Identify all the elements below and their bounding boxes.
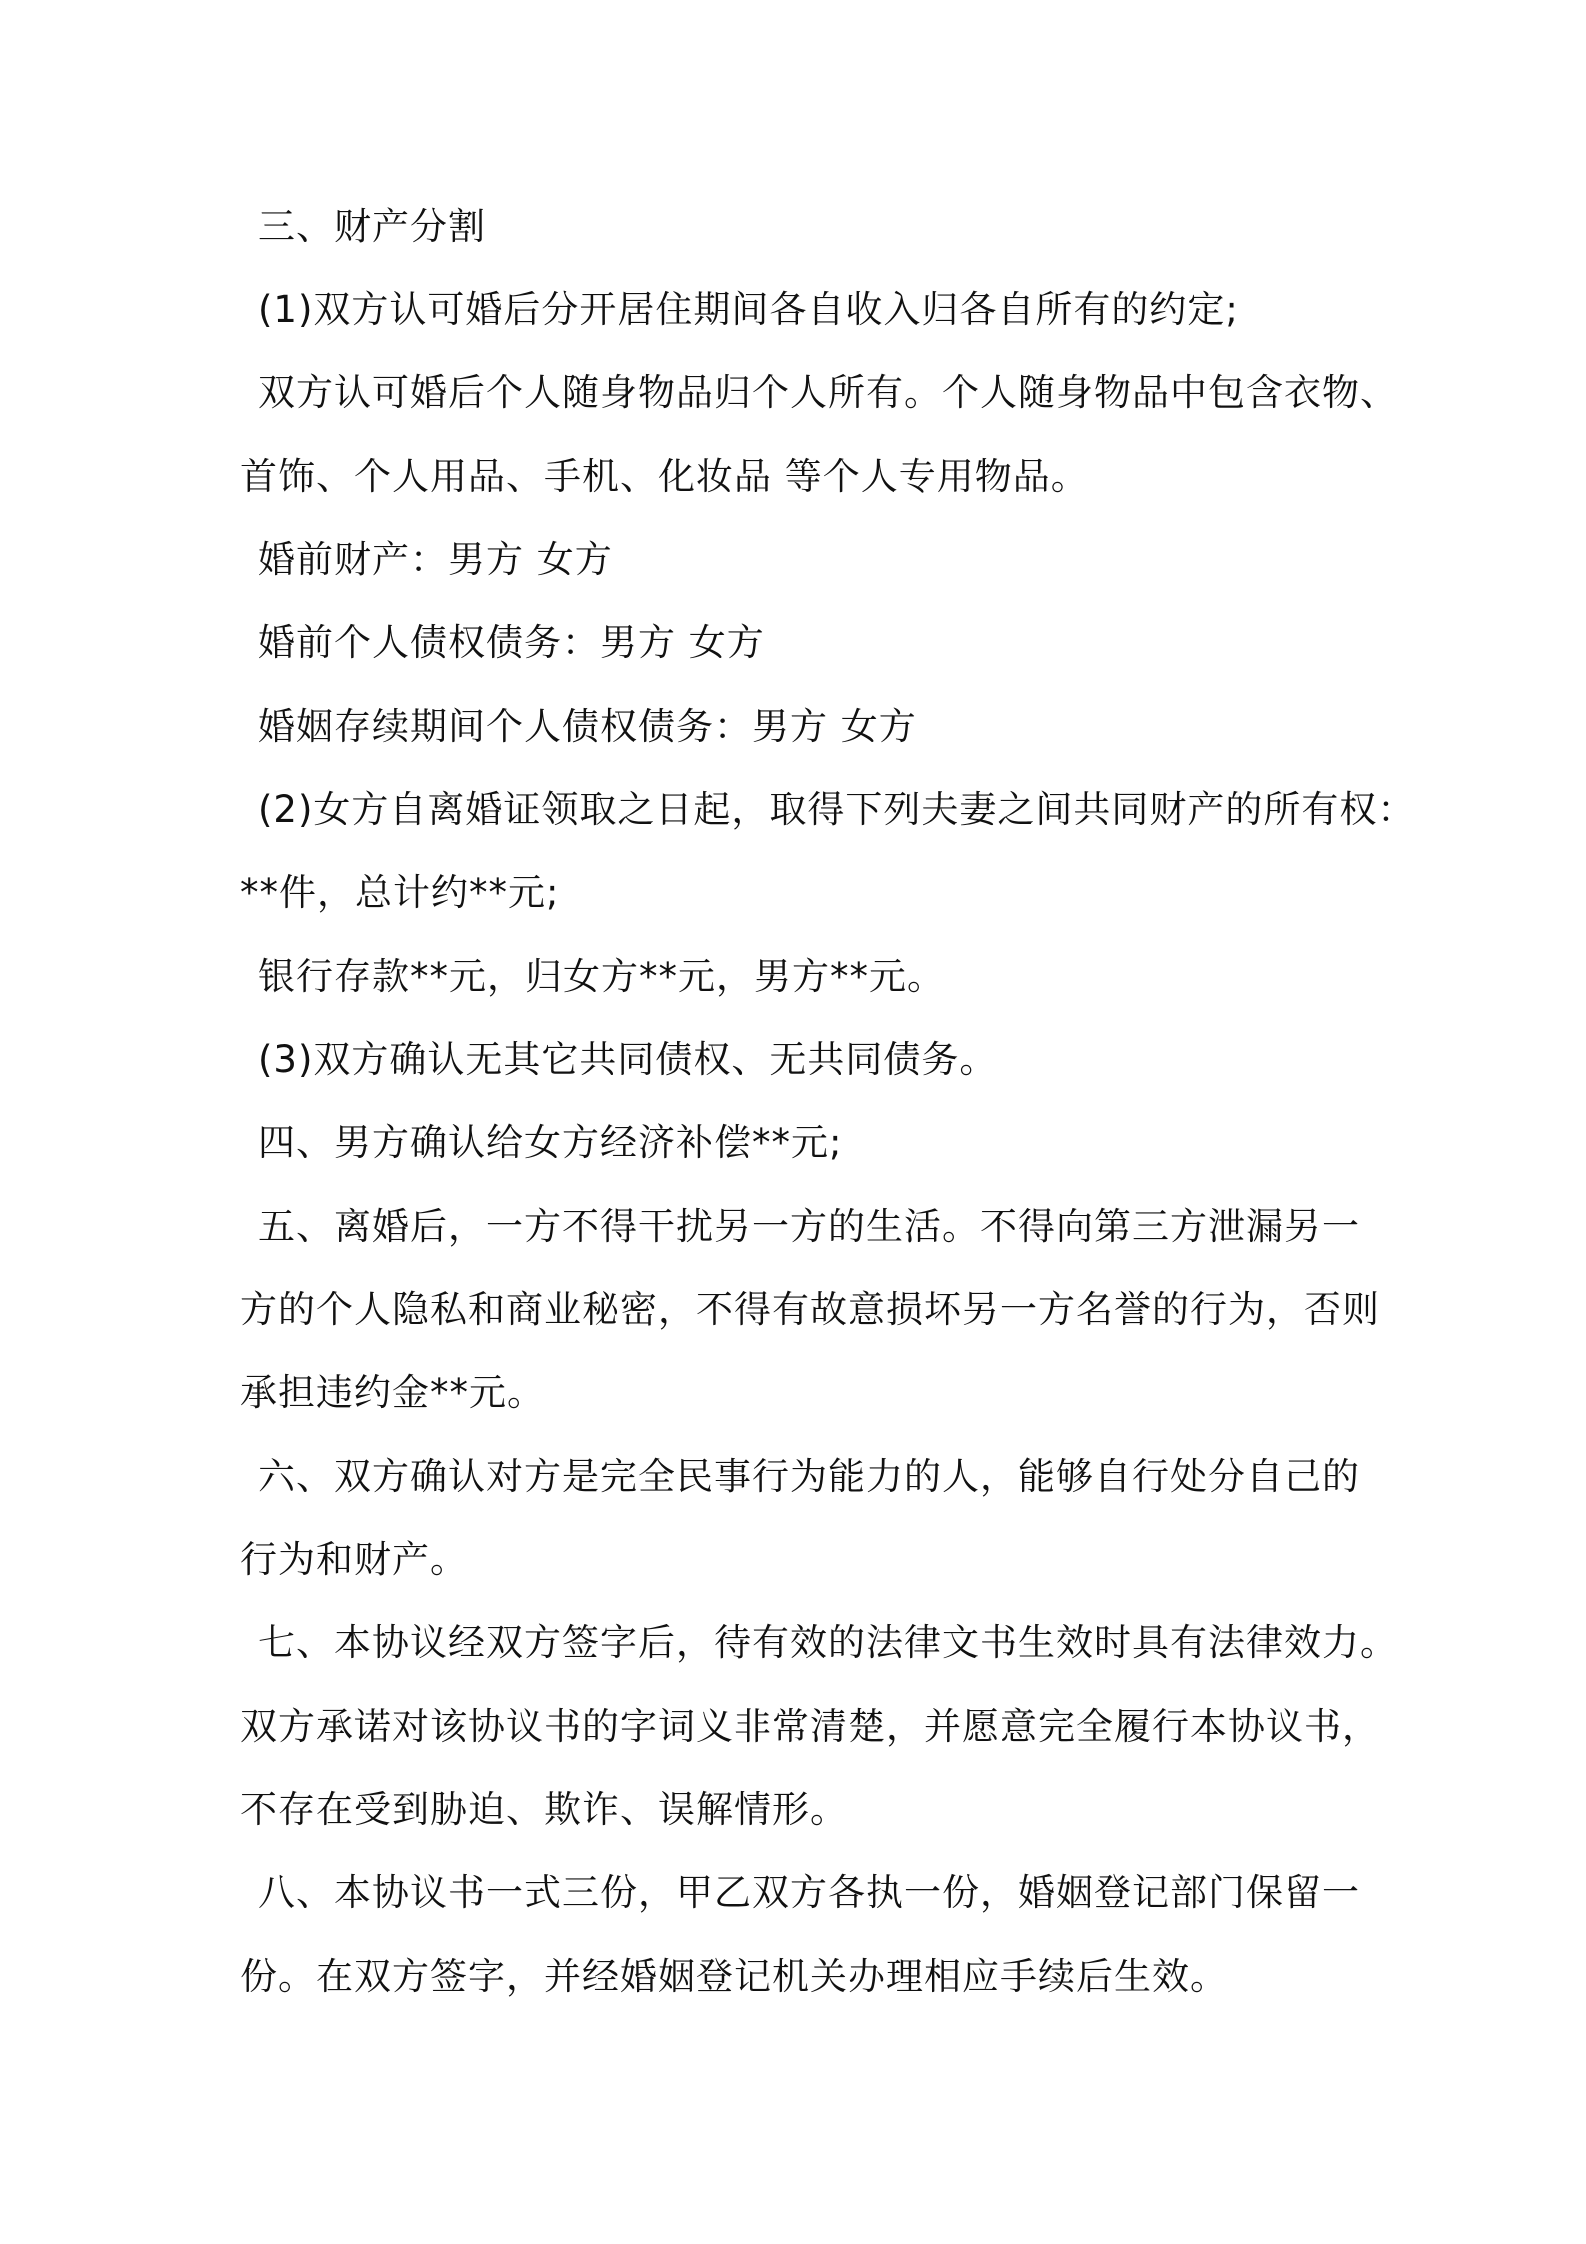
- section-heading-effectiveness: 七、本协议经双方签字后，待有效的法律文书生效时具有法律效力。: [258, 1621, 1398, 1664]
- clause-line: 双方认可婚后个人随身物品归个人所有。个人随身物品中包含衣物、: [258, 371, 1398, 414]
- clause-line: 双方承诺对该协议书的字词义非常清楚，并愿意完全履行本协议书，: [240, 1705, 1380, 1748]
- section-heading-copies: 八、本协议书一式三份，甲乙双方各执一份，婚姻登记部门保留一: [258, 1871, 1360, 1914]
- clause-line: 婚前财产：男方 女方: [258, 538, 613, 581]
- clause-line: (1)双方认可婚后分开居住期间各自收入归各自所有的约定;: [258, 288, 1239, 331]
- section-heading-non-interference: 五、离婚后，一方不得干扰另一方的生活。不得向第三方泄漏另一: [258, 1205, 1360, 1248]
- clause-line: 银行存款**元，归女方**元，男方**元。: [258, 955, 945, 998]
- clause-line: (3)双方确认无其它共同债权、无共同债务。: [258, 1038, 998, 1081]
- clause-line: 行为和财产。: [240, 1538, 468, 1581]
- clause-line: 份。在双方签字，并经婚姻登记机关办理相应手续后生效。: [240, 1955, 1228, 1998]
- clause-line: 婚姻存续期间个人债权债务：男方 女方: [258, 705, 917, 748]
- clause-line: (2)女方自离婚证领取之日起，取得下列夫妻之间共同财产的所有权：: [258, 788, 1416, 831]
- clause-line: 承担违约金**元。: [240, 1371, 545, 1414]
- clause-line: 首饰、个人用品、手机、化妆品 等个人专用物品。: [240, 455, 1089, 498]
- section-heading-capacity: 六、双方确认对方是完全民事行为能力的人，能够自行处分自己的: [258, 1455, 1360, 1498]
- section-heading-property-division: 三、财产分割: [258, 205, 486, 248]
- clause-line: 不存在受到胁迫、欺诈、误解情形。: [240, 1788, 848, 1831]
- clause-line: **件，总计约**元;: [240, 871, 560, 914]
- clause-line: 婚前个人债权债务：男方 女方: [258, 621, 765, 664]
- section-heading-compensation: 四、男方确认给女方经济补偿**元;: [258, 1121, 843, 1164]
- clause-line: 方的个人隐私和商业秘密，不得有故意损坏另一方名誉的行为，否则: [240, 1288, 1380, 1331]
